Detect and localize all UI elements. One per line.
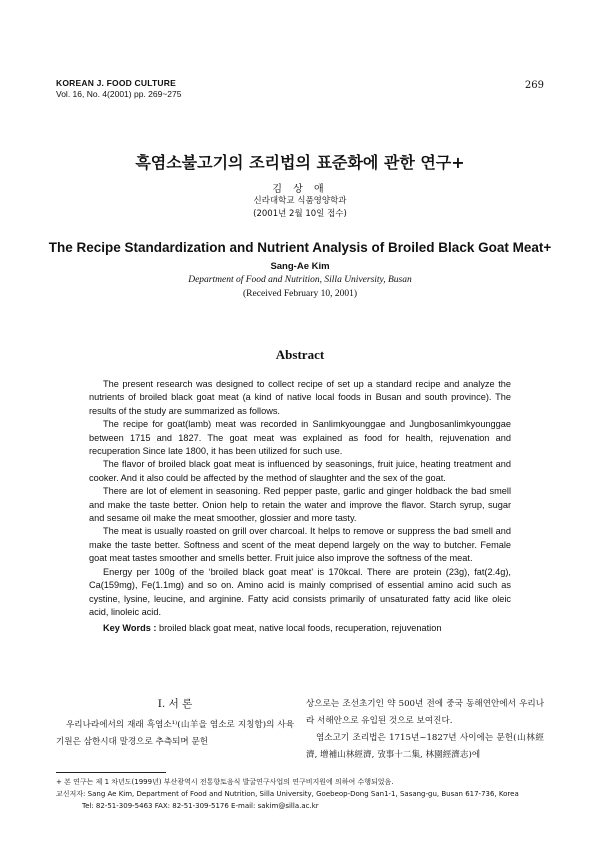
funding-note: + 본 연구는 제 1 차년도(1999년) 부산광역시 전통향토음식 발굴연구사업의 연구비지원에 의하여 수행되었음. [56, 778, 394, 786]
keywords-list: broiled black goat meat, native local foods, recuperation, rejuvenation [159, 623, 442, 634]
korean-received-date: (2001년 2월 10일 접수) [253, 209, 347, 219]
correspondence-text: Sang Ae Kim, Department of Food and Nutrition, Silla University, Goebeop-Dong San1-1, Sasang-gu, Busan 617-736, Korea [87, 790, 519, 798]
abstract-body [89, 378, 511, 636]
keywords-label: Key Words : [103, 623, 157, 634]
body-right-column [306, 696, 544, 764]
korean-author: 김 상 애 [272, 184, 328, 195]
korean-affiliation: 신라대학교 식품영양학과 [253, 196, 347, 206]
journal-name: KOREAN J. FOOD CULTURE [56, 78, 176, 88]
abstract-paragraph: Energy per 100g of the ‘broiled black goat meat’ is 170kcal. There are protein (23g), fat(2.4g), Ca(159mg), Fe(1.1mg) and so on. Amino acid is mainly comprised of essential amino acid such as cystine, lysine, leucine, and arginine. Fatty acid consists primarily of unsaturated fatty acid like oleic acid, linoleic acid. [89, 566, 511, 617]
page-number: 269 [524, 80, 544, 91]
abstract-paragraph: The flavor of broiled black goat meat is influenced by seasonings, fruit juice, heating treatment and cooker. And it also could be affected by the method of slaughter and the sex of the goat. [89, 459, 511, 483]
journal-header [56, 78, 181, 100]
body-paragraph: 염소고기 조리법은 1715년~1827년 사이에는 문헌(山林經濟, 增補山林經濟, 攷事十二集, 林園經濟志)에 [306, 733, 544, 760]
footnote-divider [56, 772, 166, 773]
keywords [89, 622, 511, 635]
english-title: The Recipe Standardization and Nutrient Analysis of Broiled Black Goat Meat+ [48, 240, 552, 255]
abstract-paragraph: The recipe for goat(lamb) meat was recorded in Sanlimkyounggae and Jungbosanlimkyounggae between 1715 and 1827. The goat meat was explained as food for health, rejuvenation and recuperation Since late 1800, it has been utilized for such use. [89, 419, 511, 457]
body-paragraph: 우리나라에서의 재래 흑염소¹⁾(山羊을 염소로 지칭함)의 사육 기원은 삼한시대 말경으로 추측되며 문헌 [56, 720, 294, 747]
english-author: Sang-Ae Kim [270, 261, 330, 272]
body-left-column [56, 696, 294, 751]
abstract-paragraph: The present research was designed to collect recipe of set up a standard recipe and analyze the nutrients of broiled black goat meat (a kind of native local foods in Busan and south province). The results of the study are summarized as follows. [89, 379, 511, 416]
abstract-heading: Abstract [275, 347, 325, 362]
journal-volume: Vol. 16, No. 4(2001) pp. 269~275 [56, 89, 182, 99]
correspondence-note [56, 788, 546, 800]
abstract-paragraph: There are lot of element in seasoning. Red pepper paste, garlic and ginger holdback the bad smell and make the taste better. Onion help to retain the water and improve the flavor. Starch syrup, sugar and sesame oil make the meat smoother, glossier and more tasty. [89, 486, 511, 524]
body-paragraph: 상으로는 조선초기인 약 500년 전에 중국 동해연안에서 우리나라 서해안으로 유입된 것으로 보여진다. [306, 699, 544, 726]
abstract-paragraph: The meat is usually roasted on grill over charcoal. It helps to remove or suppress the bad smell and make the taste better. Softness and scent of the meat depend largely on the way to butcher. Female goat meat tastes smoother and smells better. Fruit juice also improve the softness of the meat. [89, 526, 511, 564]
correspondence-label: 교신저자: [56, 790, 86, 798]
footnotes [56, 776, 546, 812]
korean-title: 흑염소불고기의 조리법의 표준화에 관한 연구+ [135, 153, 465, 172]
section-heading: I. 서 론 [157, 698, 193, 710]
english-affiliation: Department of Food and Nutrition, Silla University, Busan [188, 275, 412, 285]
contact-info: Tel: 82-51-309-5463 FAX: 82-51-309-5176 E-mail: sakim@silla.ac.kr [82, 802, 319, 810]
english-received-date: (Received February 10, 2001) [243, 289, 357, 299]
